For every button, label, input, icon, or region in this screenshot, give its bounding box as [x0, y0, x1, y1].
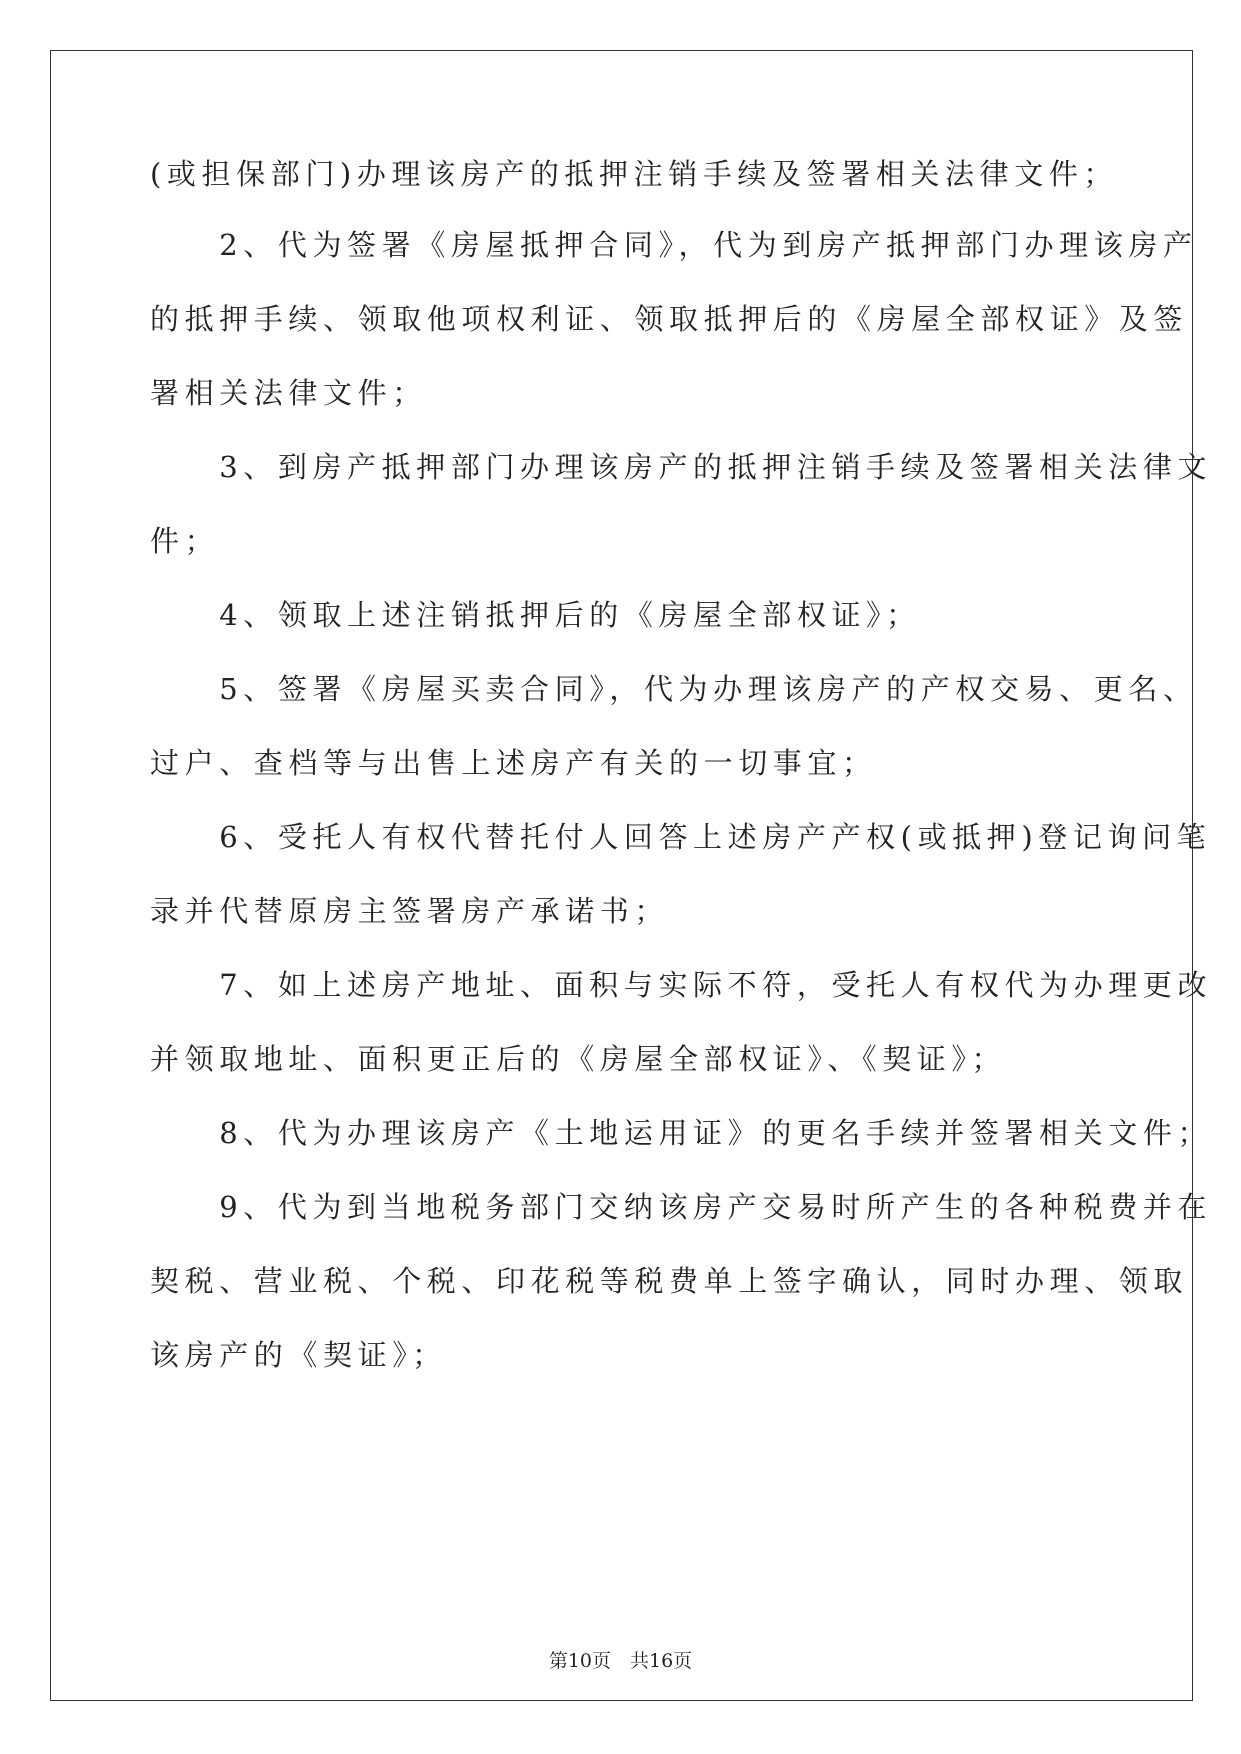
text-line: (或担保部门)办理该房产的抵押注销手续及签署相关法律文件； [150, 157, 1119, 191]
page-number-footer: 第10页 共16页 [548, 1650, 693, 1672]
text-line: 该房产的《契证》； [150, 1338, 447, 1372]
page-border [50, 50, 1213, 1701]
text-line: 9、代为到当地税务部门交纳该房产交易时所产生的各种税费并在 [150, 1190, 1213, 1224]
text-line: 署相关法律文件； [150, 376, 427, 410]
text-line: 过户、查档等与出售上述房产有关的一切事宜； [150, 746, 877, 780]
text-line: 件； [150, 524, 220, 558]
text-line: 7、如上述房产地址、面积与实际不符，受托人有权代为办理更改 [150, 968, 1213, 1002]
text-line: 2、代为签署《房屋抵押合同》，代为到房产抵押部门办理该房产 [150, 228, 1198, 262]
text-line: 并领取地址、面积更正后的《房屋全部权证》、《契证》； [150, 1042, 1007, 1076]
text-line: 契税、营业税、个税、印花税等税费单上签字确认，同时办理、领取 [150, 1264, 1189, 1298]
text-line: 录并代替原房主签署房产承诺书； [150, 894, 670, 928]
text-line: 6、受托人有权代替托付人回答上述房产产权(或抵押)登记询问笔 [150, 820, 1212, 854]
text-line: 的抵押手续、领取他项权利证、领取抵押后的《房屋全部权证》及签 [150, 302, 1189, 336]
text-line: 8、代为办理该房产《土地运用证》的更名手续并签署相关文件； [150, 1116, 1213, 1150]
text-line: 4、领取上述注销抵押后的《房屋全部权证》； [150, 598, 921, 632]
text-line: 5、签署《房屋买卖合同》，代为办理该房产的产权交易、更名、 [150, 672, 1198, 706]
text-line: 3、到房产抵押部门办理该房产的抵押注销手续及签署相关法律文 [150, 450, 1213, 484]
